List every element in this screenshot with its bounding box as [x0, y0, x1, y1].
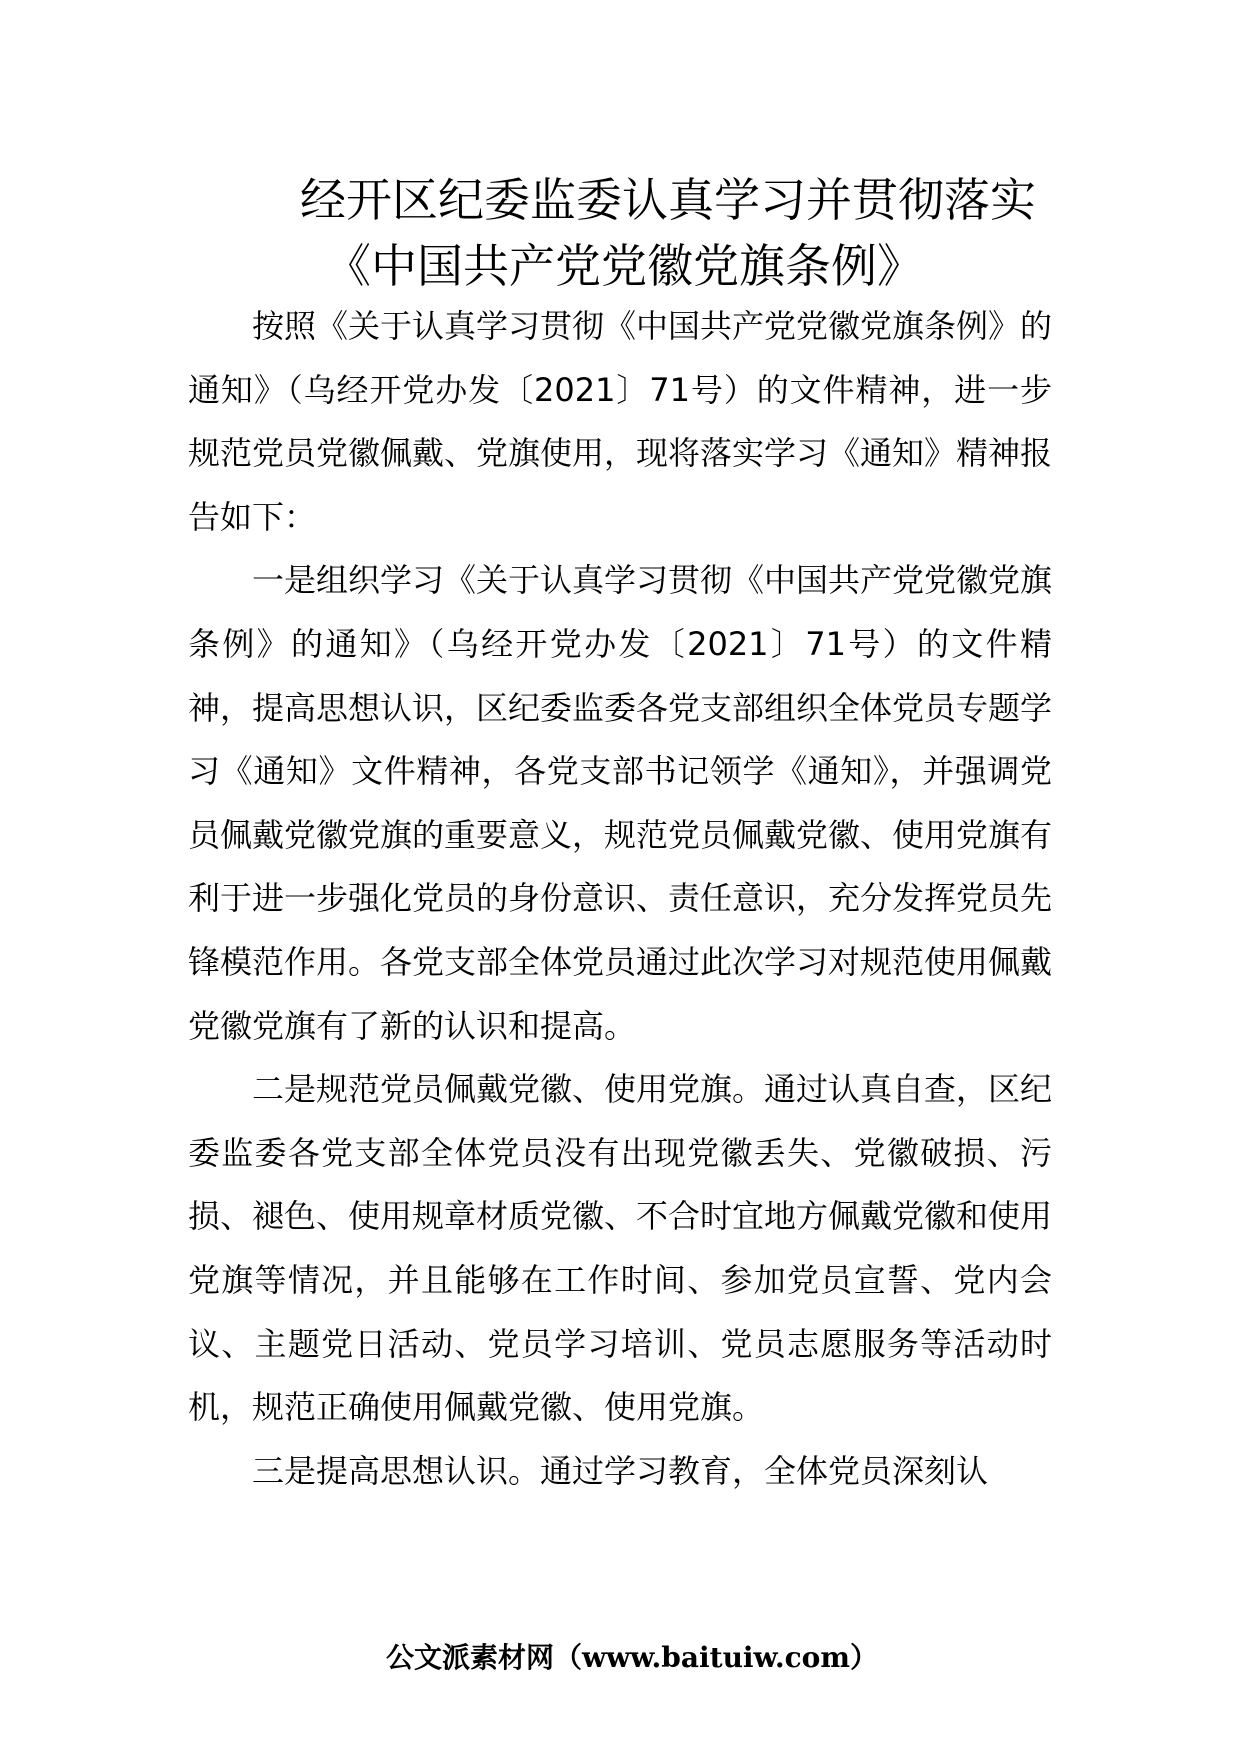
document-title-line-2: 《中国共产党党徽党旗条例》 — [325, 239, 923, 293]
paragraph-point-two: 二是规范党员佩戴党徽、使用党旗。通过认真自查，区纪委监委各党支部全体党员没有出现党徽丢失、党徽破损、污损、褪色、使用规章材质党徽、不合时宜地方佩戴党徽和使用党旗等情况，并且能够在工作时间、参加党员宣誓、党内会议、主题党日活动、党员学习培训、党员志愿服务等活动时机，规范正确使用佩戴党徽、使用党旗。 — [188, 1070, 1053, 1427]
document-title-line-1: 经开区纪委监委认真学习并贯彻落实 — [300, 173, 1036, 227]
paragraph-point-three: 三是提高思想认识。通过学习教育，全体党员深刻认 — [252, 1451, 989, 1490]
paragraph-point-one: 一是组织学习《关于认真学习贯彻《中国共产党党徽党旗条例》的通知》（乌经开党办发〔2021〕71号）的文件精神，提高思想认识，区纪委监委各党支部组织全体党员专题学习《通知》文件精神，各党支部书记领学《通知》，并强调党员佩戴党徽党旗的重要意义，规范党员佩戴党徽、使用党旗有利于进一步强化党员的身份意识、责任意识，充分发挥党员先锋模范作用。各党支部全体党员通过此次学习对规范使用佩戴党徽党旗有了新的认识和提高。 — [188, 561, 1053, 1045]
document-body — [188, 295, 1052, 1503]
paragraph-intro: 按照《关于认真学习贯彻《中国共产党党徽党旗条例》的通知》（乌经开党办发〔2021〕71号）的文件精神，进一步规范党员党徽佩戴、党旗使用，现将落实学习《通知》精神报告如下： — [188, 307, 1053, 536]
page-footer-source: 公文派素材网（www.baituiw.com） — [386, 1641, 878, 1674]
